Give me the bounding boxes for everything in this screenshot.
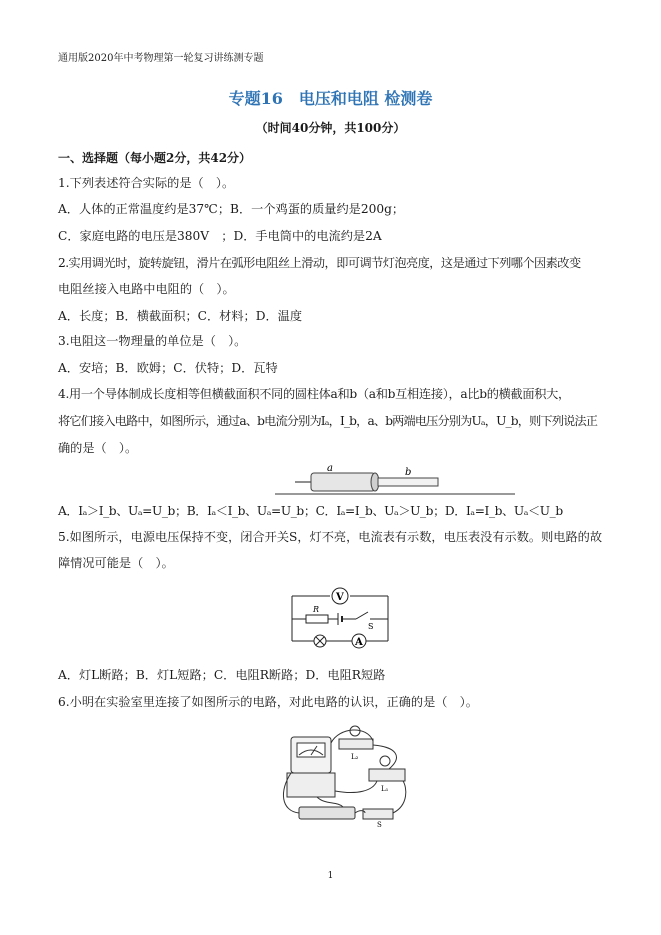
- switch-s: [356, 612, 368, 619]
- question-1-options-ab: A．人体的正常温度约是37℃；B．一个鸡蛋的质量约是200g；: [58, 202, 405, 216]
- battery-pack: [299, 807, 355, 819]
- question-5-line-2: 障情况可能是（ ）。: [58, 556, 174, 570]
- page-title: 专题16 电压和电阻 检测卷: [228, 89, 433, 108]
- wire-4: [335, 781, 377, 793]
- section-heading: 一、选择题（每小题2分，共42分）: [58, 151, 252, 165]
- ammeter-label: A: [355, 637, 363, 648]
- lamp-l2-label: L₂: [351, 753, 359, 761]
- lamp-l1-label: L₁: [381, 785, 389, 793]
- switch-base: [363, 809, 393, 819]
- switch-label: S: [368, 622, 374, 631]
- figure-lab-circuit: [277, 721, 411, 829]
- question-1-options-cd: C．家庭电路的电压是380V ；D．手电筒中的电流约是2A: [58, 229, 382, 243]
- running-header: 通用版2020年中考物理第一轮复习讲练测专题: [58, 53, 264, 64]
- figure-circuit-diagram: [288, 585, 392, 653]
- cylinder-a-label: a: [327, 463, 333, 474]
- question-1: 1.下列表述符合实际的是（ ）。: [58, 176, 235, 190]
- question-4-line-2: 将它们接入电路中，如图所示，通过a、b电流分别为Iₐ，I_b，a、b两端电压分别为Uₐ，U_b，则下列说法正: [58, 414, 598, 428]
- wire-6: [393, 781, 406, 813]
- question-4-line-1: 4.用一个导体制成长度相等但横截面积不同的圆柱体a和b（a和b互相连接），a比b的横截面积大，: [58, 387, 570, 401]
- page-number: 1: [327, 871, 334, 881]
- page-subtitle: （时间40分钟，共100分）: [255, 121, 406, 135]
- lamp-l1-bulb: [380, 756, 390, 766]
- figure-conductor-cylinders: [275, 463, 515, 497]
- cylinder-b-label: b: [405, 467, 412, 478]
- question-6: 6.小明在实验室里连接了如图所示的电路，对此电路的认识，正确的是（ ）。: [58, 695, 478, 709]
- lamp-l1-base: [369, 769, 405, 781]
- question-3: 3.电阻这一物理量的单位是（ ）。: [58, 334, 247, 348]
- cylinder-b: [378, 478, 438, 486]
- question-4-options: A．Iₐ＞I_b、Uₐ=U_b；B．Iₐ＜I_b、Uₐ=U_b；C．Iₐ=I_b、Uₐ＞U_b；D．Iₐ=I_b、Uₐ＜U_b: [58, 504, 563, 518]
- lamp-l2-bulb: [350, 726, 360, 736]
- meter-base: [287, 773, 335, 797]
- question-2-line-1: 2.实用调光时，旋转旋钮，滑片在弧形电阻丝上滑动，即可调节灯泡亮度，这是通过下列哪个因素改变: [58, 256, 581, 270]
- question-2-options: A．长度；B．横截面积；C．材料；D．温度: [58, 309, 303, 323]
- switch-label: S: [377, 821, 382, 829]
- resistor-label: R: [313, 605, 320, 614]
- cylinder-a: [311, 473, 375, 491]
- question-3-options: A．安培；B．欧姆；C．伏特；D．瓦特: [58, 361, 278, 375]
- question-5-options: A．灯L断路；B．灯L短路；C．电阻R断路；D．电阻R短路: [58, 668, 386, 682]
- voltmeter-label: V: [336, 592, 344, 603]
- question-2-line-2: 电阻丝接入电路中电阻的（ ）。: [58, 282, 235, 296]
- question-4-line-3: 确的是（ ）。: [58, 441, 138, 455]
- question-5-line-1: 5.如图所示，电源电压保持不变，闭合开关S，灯不亮，电流表有示数，电压表没有示数。则电路的故: [58, 530, 603, 544]
- wire-7: [317, 797, 343, 807]
- resistor-r: [306, 615, 328, 623]
- lamp-l2-base: [339, 739, 373, 749]
